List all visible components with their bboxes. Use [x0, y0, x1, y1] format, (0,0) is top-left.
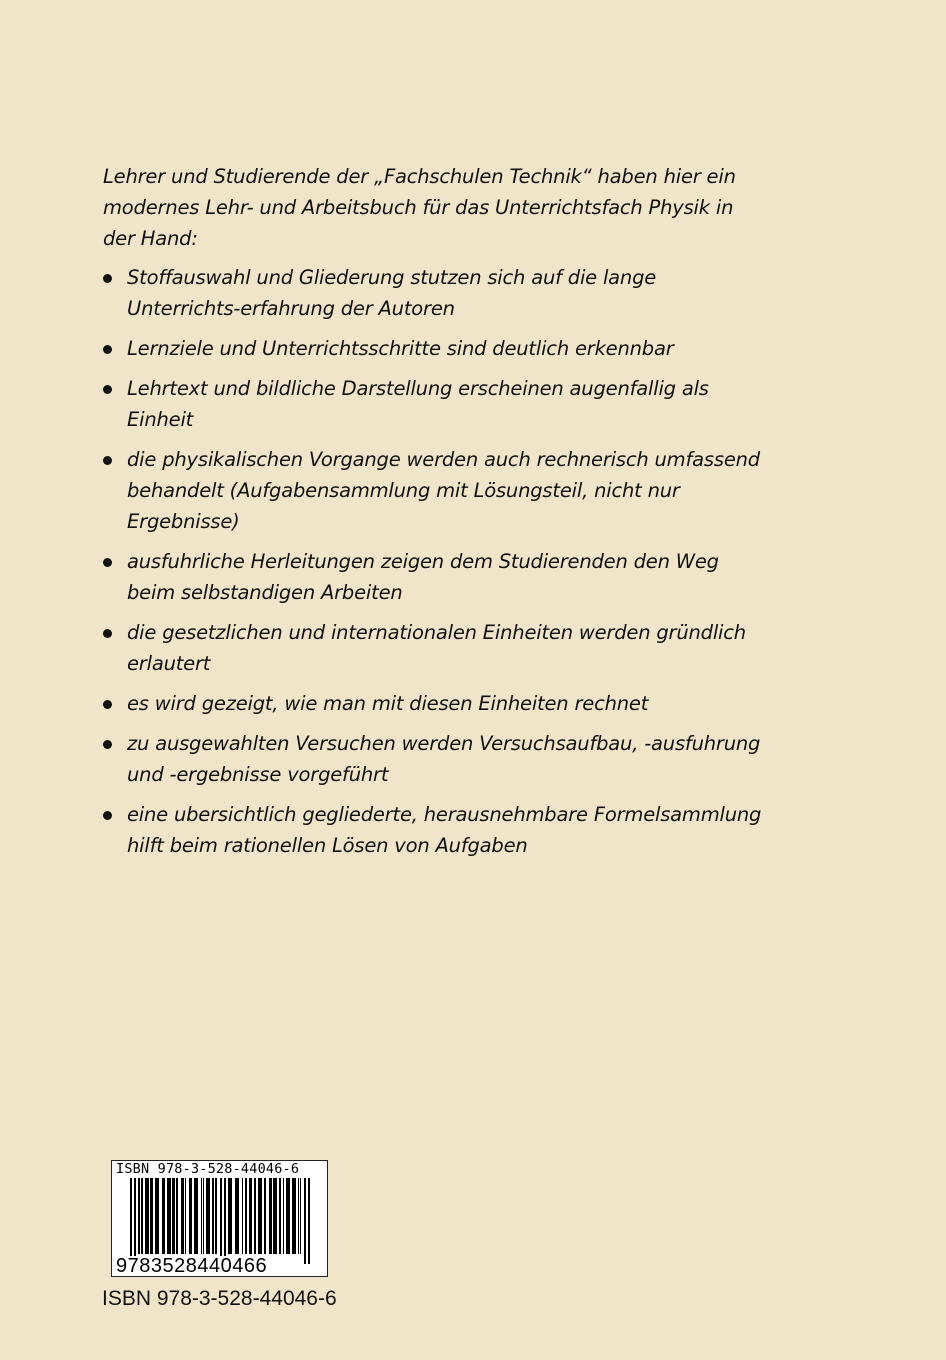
list-item [103, 262, 767, 324]
list-item [103, 333, 767, 364]
barcode-bar [134, 1178, 136, 1264]
isbn-footer: ISBN 978-3-528-44046-6 [102, 1287, 337, 1310]
list-item-text: eine ubersichtlich gegliederte, herausnehmbare Formelsammlung hilft beim rationellen Lösen von Aufgaben [127, 803, 762, 857]
list-item [103, 728, 767, 790]
barcode-bar [286, 1178, 290, 1254]
barcode-bar [176, 1178, 178, 1254]
barcode-bar [220, 1178, 222, 1264]
barcode-bar [235, 1178, 239, 1254]
bullet-icon [103, 385, 112, 394]
list-item-text: die gesetzlichen und internationalen Einheiten werden gründlich erlautert [127, 621, 746, 675]
list-item-text: zu ausgewahlten Versuchen werden Versuchsaufbau, -ausfuhrung und -ergebnisse vorgeführt [127, 732, 761, 786]
barcode-bar [215, 1178, 217, 1254]
bullet-icon [103, 456, 112, 465]
list-item [103, 373, 767, 435]
barcode-bar [224, 1178, 226, 1264]
barcode-bar [292, 1178, 296, 1254]
list-item [103, 546, 767, 608]
barcode-bar [130, 1178, 132, 1264]
barcode-bar [203, 1178, 204, 1254]
list-item [103, 444, 767, 537]
barcode-bar [242, 1178, 243, 1254]
barcode-bar [155, 1178, 159, 1254]
bullet-icon [103, 274, 112, 283]
bullet-icon [103, 558, 112, 567]
bullet-icon [103, 811, 112, 820]
barcode [111, 1160, 328, 1277]
barcode-bar [172, 1178, 175, 1254]
barcode-bar [273, 1178, 277, 1254]
barcode-bar [304, 1178, 306, 1264]
barcode-bar [138, 1178, 140, 1254]
list-item [103, 688, 767, 719]
bullet-icon [103, 629, 112, 638]
barcode-bar [194, 1178, 198, 1254]
barcode-bar [167, 1178, 171, 1254]
barcode-bar [249, 1178, 252, 1254]
barcode-bar [181, 1178, 184, 1254]
barcode-bar [141, 1178, 143, 1254]
bullet-icon [103, 700, 112, 709]
barcode-bar [283, 1178, 284, 1254]
barcode-bar [162, 1178, 165, 1254]
barcode-bar [206, 1178, 210, 1254]
barcode-bar [189, 1178, 192, 1254]
barcode-bar [228, 1178, 232, 1254]
list-item [103, 799, 767, 861]
list-item-text: Stoffauswahl und Gliederung stutzen sich auf die lange Unterrichts-erfahrung der Autoren [127, 266, 657, 320]
barcode-bar [279, 1178, 281, 1254]
back-cover-text [103, 161, 793, 870]
barcode-bar [201, 1178, 202, 1254]
barcode-bar [308, 1178, 310, 1264]
barcode-bar [212, 1178, 214, 1254]
list-item-text: Lernziele und Unterrichtsschritte sind deutlich erkennbar [127, 337, 674, 360]
intro-paragraph: Lehrer und Studierende der „Fachschulen Technik“ haben hier ein modernes Lehr- und Arbeitsbuch für das Unterrichtsfach Physik in der Hand: [103, 165, 736, 250]
barcode-bar [269, 1178, 272, 1254]
list-item-text: die physikalischen Vorgange werden auch rechnerisch umfassend behandelt (Aufgabensammlung mit Lösungsteil, nicht nur Ergebnisse) [127, 448, 760, 533]
list-item-text: Lehrtext und bildliche Darstellung erscheinen augenfallig als Einheit [127, 377, 709, 431]
list-item [103, 617, 767, 679]
barcode-bar [300, 1178, 301, 1254]
barcode-bar [254, 1178, 256, 1254]
bullet-icon [103, 740, 112, 749]
barcode-ean-number: 9783528440466 [116, 1255, 268, 1277]
barcode-bar [150, 1178, 153, 1254]
barcode-bar [145, 1178, 149, 1254]
barcode-bar [185, 1178, 186, 1254]
list-item-text: es wird gezeigt, wie man mit diesen Einheiten rechnet [127, 692, 649, 715]
barcode-bar [298, 1178, 299, 1254]
barcode-bar [245, 1178, 247, 1254]
barcode-isbn-label: ISBN 978-3-528-44046-6 [116, 1161, 300, 1177]
feature-list [103, 262, 793, 861]
barcode-bar [264, 1178, 266, 1254]
barcode-bars-icon [130, 1178, 312, 1264]
barcode-bar [258, 1178, 262, 1254]
list-item-text: ausfuhrliche Herleitungen zeigen dem Studierenden den Weg beim selbstandigen Arbeiten [127, 550, 719, 604]
bullet-icon [103, 345, 112, 354]
